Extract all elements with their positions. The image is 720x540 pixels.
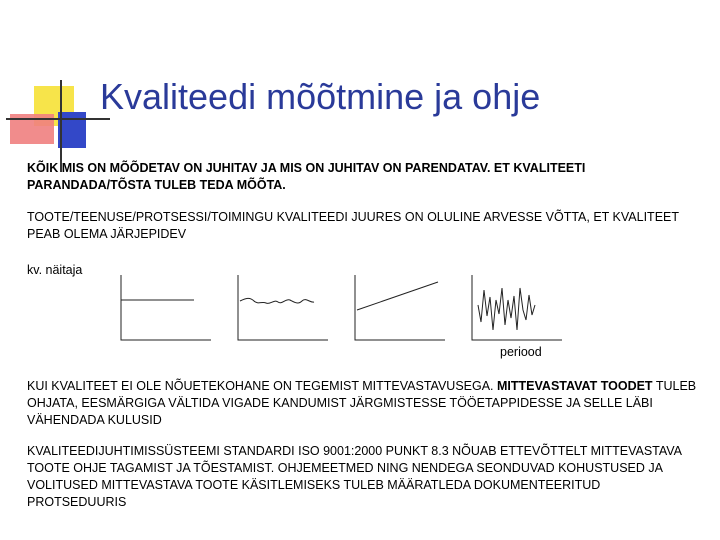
paragraph-nonconformity <box>27 378 697 429</box>
graph-erratic-line <box>478 288 535 330</box>
slide-title: Kvaliteedi mõõtmine ja ohje <box>100 76 541 117</box>
graph-y-label: kv. näitaja <box>27 263 83 277</box>
paragraph-measurable: KÕIK MIS ON MÕÕDETAV ON JUHITAV JA MIS ON JUHITAV ON PARENDATAV. ET KVALITEETI PARANDADA/TÕSTA TULEB TEDA MÕÕTA. <box>27 161 586 192</box>
paragraph-nonconformity-text-1: KUI KVALITEET EI OLE NÕUETEKOHANE ON TEGEMIST MITTEVASTAVUSEGA. <box>27 379 498 393</box>
graph-small-variation-axes <box>238 275 328 340</box>
paragraph-consistency: TOOTE/TEENUSE/PROTSESSI/TOIMINGU KVALITEEDI JUURES ON OLULINE ARVESSE VÕTTA, ET KVALITEET PEAB OLEMA JÄRJEPIDEV <box>27 210 679 241</box>
graph-constant-axes <box>121 275 211 340</box>
graph-erratic <box>472 275 562 340</box>
paragraph-nonconformity-text-2: TULEB OHJATA, EESMÄRGIGA VÄLTIDA VIGADE KANDUMIST JÄRGMISTESSE TÖÖETAPPIDESSE JA SELLE LÄBI VÄHENDADA KULUSID <box>27 379 697 427</box>
graph-trend <box>355 275 445 340</box>
graph-erratic-axes <box>472 275 562 340</box>
graph-x-label: periood <box>500 345 542 359</box>
graph-trend-line <box>357 282 438 310</box>
graph-small-variation-line <box>240 298 314 303</box>
graph-constant <box>121 275 211 340</box>
paragraph-iso-standard: KVALITEEDIJUHTIMISSÜSTEEMI STANDARDI ISO 9001:2000 PUNKT 8.3 NÕUAB ETTEVÕTTELT MITTEVASTAVA TOOTE OHJE TAGAMIST JA TÕESTAMIST. OHJEMEETMED NING NENDEGA SEONDUVAD KOHUSTUSED JA VOLITUSED MITTEVASTAVA TOOTE KÄSITLEMISEKS TULEB MÄÄRATLEDA DOKUMENTEERITUD PROTSEDUURIS <box>27 444 682 509</box>
paragraph-nonconformity-bold: MITTEVASTAVAT TOODET <box>497 379 653 393</box>
graph-small-variation <box>238 275 328 340</box>
